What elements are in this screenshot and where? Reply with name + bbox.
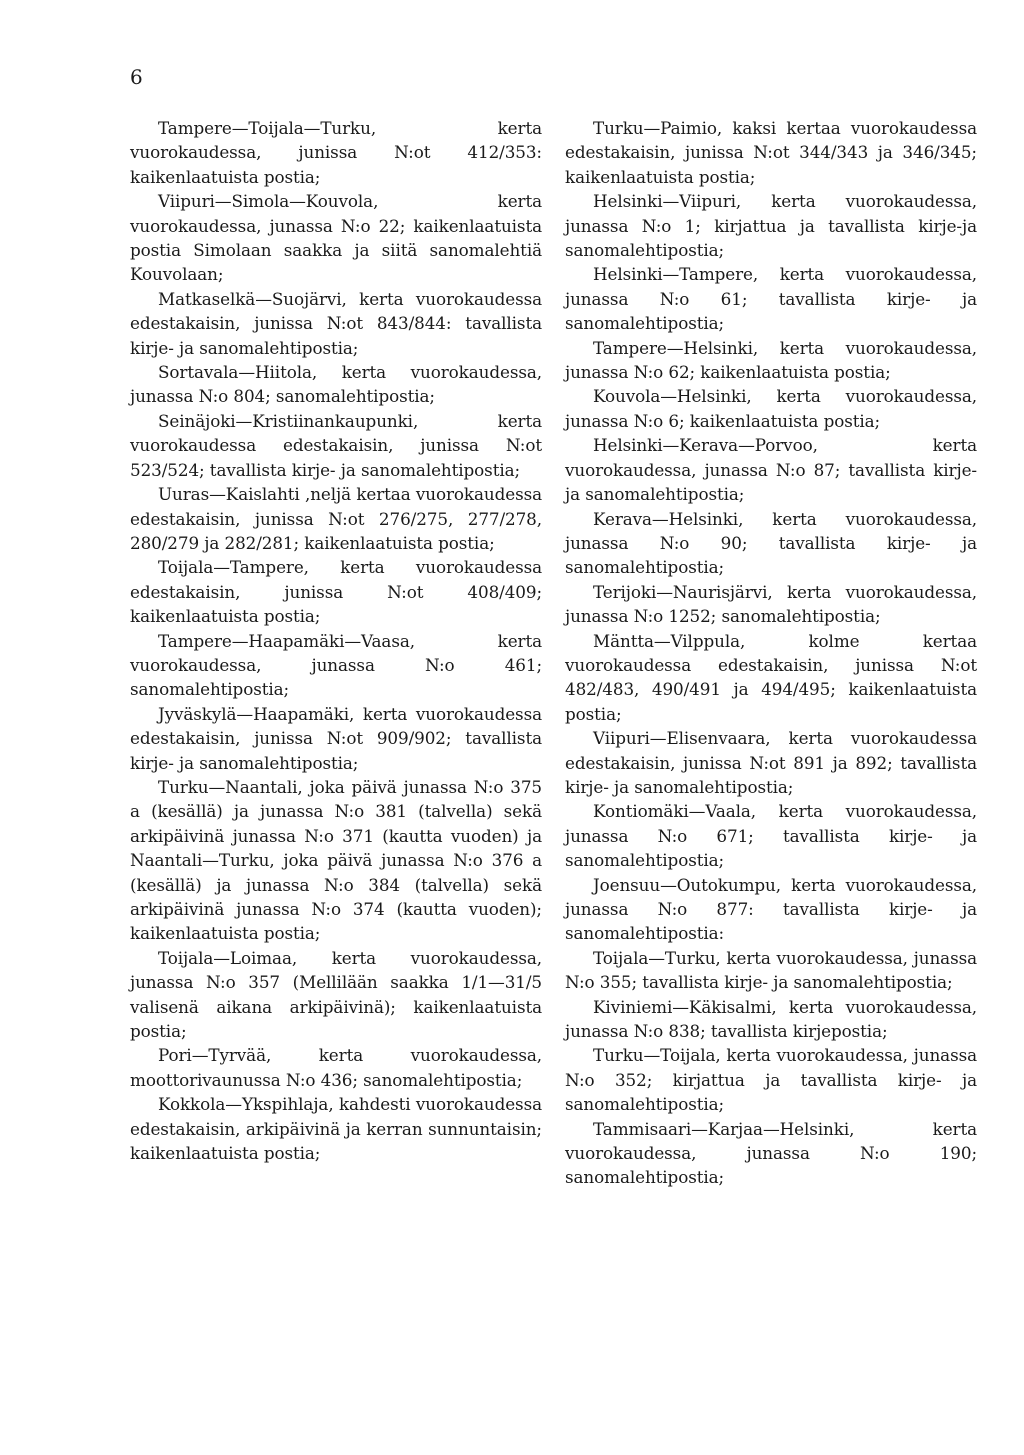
route-entry: Helsinki—Viipuri, kerta vuorokaudessa, junassa N:o 1; kirjattua ja tavallista kirje-ja sanomalehtipostia; bbox=[565, 191, 977, 261]
right-column bbox=[565, 116, 977, 1190]
route-entry: Viipuri—Simola—Kouvola, kerta vuorokaudessa, junassa N:o 22; kaikenlaatuista postia Simolaan saakka ja siitä sanomalehtiä Kouvolaan; bbox=[130, 191, 542, 285]
route-entry: Matkaselkä—Suojärvi, kerta vuorokaudessa edestakaisin, junissa N:ot 843/844: tavallista kirje- ja sanomalehtipostia; bbox=[130, 288, 542, 358]
route-entry: Pori—Tyrvää, kerta vuorokaudessa, moottorivaunussa N:o 436; sanomalehtipostia; bbox=[130, 1045, 542, 1090]
route-entry: Seinäjoki—Kristiinankaupunki, kerta vuorokaudessa edestakaisin, junissa N:ot 523/524; tavallista kirje- ja sanomalehtipostia; bbox=[130, 410, 542, 480]
route-entry: Tampere—Helsinki, kerta vuorokaudessa, junassa N:o 62; kaikenlaatuista postia; bbox=[565, 337, 977, 383]
route-entry: Toijala—Turku, kerta vuorokaudessa, junassa N:o 355; tavallista kirje- ja sanomalehtipostia; bbox=[565, 947, 977, 993]
route-entry: Kiviniemi—Käkisalmi, kerta vuorokaudessa, junassa N:o 838; tavallista kirjepostia; bbox=[565, 996, 977, 1042]
route-entry: Tampere—Toijala—Turku, kerta vuorokaudessa, junissa N:ot 412/353: kaikenlaatuista postia; bbox=[130, 118, 542, 187]
route-entry: Toijala—Tampere, kerta vuorokaudessa edestakaisin, junissa N:ot 408/409; kaikenlaatuista postia; bbox=[130, 557, 542, 627]
route-entry: Tammisaari—Karjaa—Helsinki, kerta vuorokaudessa, junassa N:o 190; sanomalehtipostia; bbox=[565, 1118, 977, 1188]
route-entry: Toijala—Loimaa, kerta vuorokaudessa, junassa N:o 357 (Mellilään saakka 1/1—31/5 valisenä aikana arkipäivinä); kaikenlaatuista postia; bbox=[130, 947, 542, 1042]
route-entry: Viipuri—Elisenvaara, kerta vuorokaudessa edestakaisin, junissa N:ot 891 ja 892; tavallista kirje- ja sanomalehtipostia; bbox=[565, 728, 977, 797]
route-entry: Terijoki—Naurisjärvi, kerta vuorokaudessa, junassa N:o 1252; sanomalehtipostia; bbox=[565, 581, 977, 627]
route-entry: Sortavala—Hiitola, kerta vuorokaudessa, junassa N:o 804; sanomalehtipostia; bbox=[130, 362, 542, 407]
route-entry: Turku—Naantali, joka päivä junassa N:o 375 a (kesällä) ja junassa N:o 381 (talvella) sekä arkipäivinä junassa N:o 371 (kautta vuoden) ja Naantali—Turku, joka päivä junassa N:o 376 a (kesällä) ja junassa N:o 384 (talvella) sekä arkipäivinä junassa N:o 374 (kautta vuoden); kaikenlaatuista postia; bbox=[130, 776, 542, 944]
route-entry: Mäntta—Vilppula, kolme kertaa vuorokaudessa edestakaisin, junissa N:ot 482/483, 490/491 ja 494/495; kaikenlaatuista postia; bbox=[565, 630, 977, 724]
route-entry: Kokkola—Ykspihlaja, kahdesti vuorokaudessa edestakaisin, arkipäivinä ja kerran sunnuntaisin; kaikenlaatuista postia; bbox=[130, 1094, 542, 1164]
route-entry: Tampere—Haapamäki—Vaasa, kerta vuorokaudessa, junassa N:o 461; sanomalehtipostia; bbox=[130, 630, 542, 700]
route-entry: Helsinki—Tampere, kerta vuorokaudessa, junassa N:o 61; tavallista kirje- ja sanomalehtipostia; bbox=[565, 264, 977, 334]
left-column bbox=[130, 116, 542, 1165]
route-entry: Kouvola—Helsinki, kerta vuorokaudessa, junassa N:o 6; kaikenlaatuista postia; bbox=[565, 386, 977, 431]
route-entry: Uuras—Kaislahti ,neljä kertaa vuorokaudessa edestakaisin, junissa N:ot 276/275, 277/278, 280/279 ja 282/281; kaikenlaatuista postia; bbox=[130, 484, 542, 553]
route-entry: Kerava—Helsinki, kerta vuorokaudessa, junassa N:o 90; tavallista kirje- ja sanomalehtipostia; bbox=[565, 508, 977, 578]
route-entry: Jyväskylä—Haapamäki, kerta vuorokaudessa edestakaisin, junissa N:ot 909/902; tavallista kirje- ja sanomalehtipostia; bbox=[130, 703, 542, 773]
page-number: 6 bbox=[130, 65, 143, 89]
route-entry: Turku—Paimio, kaksi kertaa vuorokaudessa edestakaisin, junissa N:ot 344/343 ja 346/345; kaikenlaatuista postia; bbox=[565, 118, 977, 187]
route-entry: Kontiomäki—Vaala, kerta vuorokaudessa, junassa N:o 671; tavallista kirje- ja sanomalehtipostia; bbox=[565, 801, 977, 871]
route-entry: Helsinki—Kerava—Porvoo, kerta vuorokaudessa, junassa N:o 87; tavallista kirje-ja sanomalehtipostia; bbox=[565, 435, 977, 505]
route-entry: Turku—Toijala, kerta vuorokaudessa, junassa N:o 352; kirjattua ja tavallista kirje- ja sanomalehtipostia; bbox=[565, 1045, 977, 1115]
route-entry: Joensuu—Outokumpu, kerta vuorokaudessa, junassa N:o 877: tavallista kirje- ja sanomalehtipostia: bbox=[565, 874, 977, 944]
